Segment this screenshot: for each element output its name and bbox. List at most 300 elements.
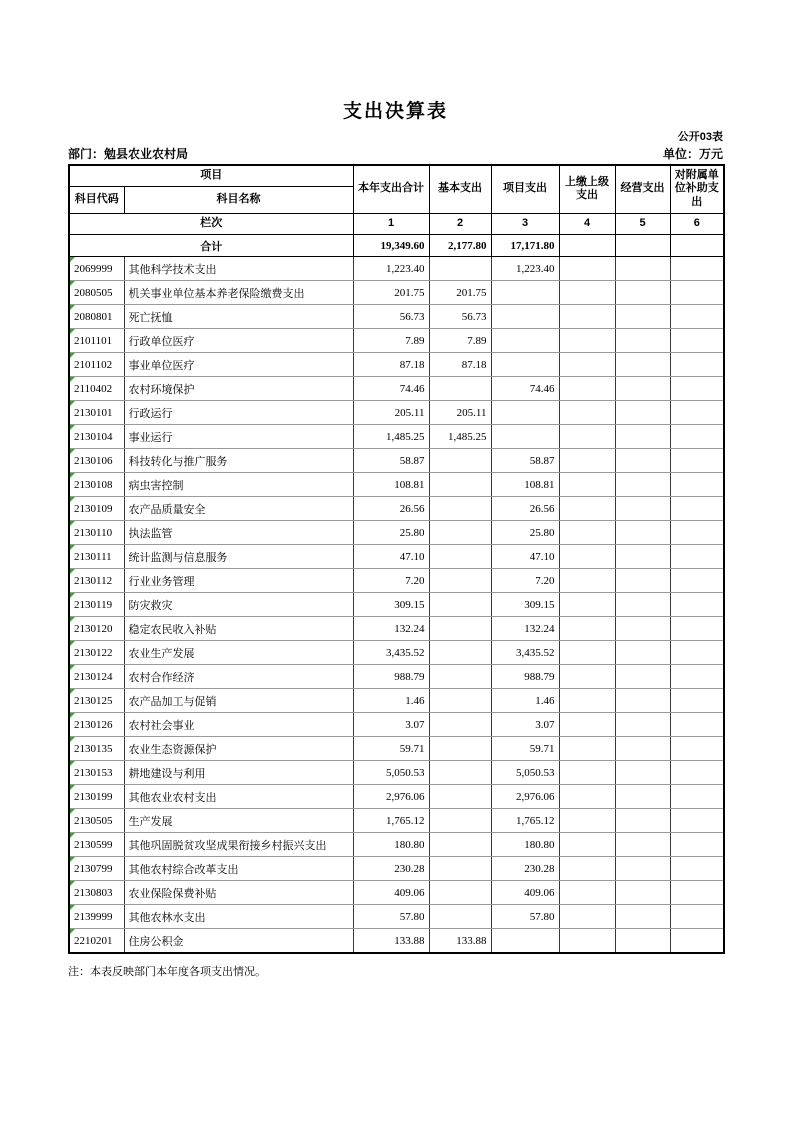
cell-project-expenditure: 57.80 [491, 905, 559, 929]
cell-subsidy-expenditure [670, 665, 724, 689]
cell-project-expenditure: 1,223.40 [491, 257, 559, 281]
cell-total-expenditure: 47.10 [353, 545, 429, 569]
sheet [68, 0, 723, 979]
cell-total-expenditure: 409.06 [353, 881, 429, 905]
header-basic-expenditure: 基本支出 [429, 165, 491, 214]
cell-subject-code: 2130599 [69, 833, 124, 857]
cell-subsidy-expenditure [670, 881, 724, 905]
cell-subject-name: 事业单位医疗 [124, 353, 353, 377]
column-number: 1 [353, 214, 429, 235]
cell-total-expenditure: 7.20 [353, 569, 429, 593]
cell-subject-code: 2130122 [69, 641, 124, 665]
cell-project-expenditure [491, 281, 559, 305]
cell-operating-expenditure [615, 401, 670, 425]
excel-text-marker-icon [70, 545, 75, 550]
cell-subsidy-expenditure [670, 761, 724, 785]
cell-subsidy-expenditure [670, 857, 724, 881]
cell-operating-expenditure [615, 905, 670, 929]
cell-total-expenditure: 58.87 [353, 449, 429, 473]
total-subsidy-value [670, 235, 724, 257]
cell-subject-code: 2130101 [69, 401, 124, 425]
cell-subject-name: 死亡抚恤 [124, 305, 353, 329]
cell-project-expenditure: 132.24 [491, 617, 559, 641]
excel-text-marker-icon [70, 449, 75, 454]
excel-text-marker-icon [70, 617, 75, 622]
cell-upper-level-expenditure [559, 401, 615, 425]
table-row [69, 857, 724, 881]
cell-operating-expenditure [615, 449, 670, 473]
cell-subject-code: 2110402 [69, 377, 124, 401]
cell-subject-code: 2080505 [69, 281, 124, 305]
cell-project-expenditure [491, 329, 559, 353]
cell-subject-name: 科技转化与推广服务 [124, 449, 353, 473]
cell-upper-level-expenditure [559, 737, 615, 761]
table-row [69, 905, 724, 929]
cell-subsidy-expenditure [670, 545, 724, 569]
cell-subsidy-expenditure [670, 425, 724, 449]
cell-basic-expenditure [429, 617, 491, 641]
cell-upper-level-expenditure [559, 329, 615, 353]
cell-basic-expenditure [429, 473, 491, 497]
cell-project-expenditure [491, 401, 559, 425]
cell-total-expenditure: 5,050.53 [353, 761, 429, 785]
cell-operating-expenditure [615, 929, 670, 954]
table-row [69, 881, 724, 905]
excel-text-marker-icon [70, 281, 75, 286]
column-index-label: 栏次 [69, 214, 353, 235]
excel-text-marker-icon [70, 521, 75, 526]
department-label: 部门：勉县农业农村局 [68, 147, 189, 162]
cell-operating-expenditure [615, 665, 670, 689]
table-row [69, 713, 724, 737]
excel-text-marker-icon [70, 737, 75, 742]
cell-subject-name: 农产品质量安全 [124, 497, 353, 521]
cell-subject-code: 2139999 [69, 905, 124, 929]
header-row-group [69, 165, 724, 187]
table-row [69, 569, 724, 593]
cell-operating-expenditure [615, 689, 670, 713]
cell-total-expenditure: 1,765.12 [353, 809, 429, 833]
table-row [69, 473, 724, 497]
total-operating-value [615, 235, 670, 257]
cell-upper-level-expenditure [559, 905, 615, 929]
cell-operating-expenditure [615, 737, 670, 761]
total-upper-level-value [559, 235, 615, 257]
cell-operating-expenditure [615, 761, 670, 785]
cell-subsidy-expenditure [670, 641, 724, 665]
cell-upper-level-expenditure [559, 305, 615, 329]
cell-basic-expenditure [429, 665, 491, 689]
header-item-group: 项目 [69, 165, 353, 187]
cell-upper-level-expenditure [559, 713, 615, 737]
excel-text-marker-icon [70, 665, 75, 670]
cell-upper-level-expenditure [559, 521, 615, 545]
cell-basic-expenditure [429, 713, 491, 737]
cell-subject-name: 其他农村综合改革支出 [124, 857, 353, 881]
cell-operating-expenditure [615, 473, 670, 497]
excel-text-marker-icon [70, 785, 75, 790]
cell-subject-name: 农业生态资源保护 [124, 737, 353, 761]
excel-text-marker-icon [70, 377, 75, 382]
cell-basic-expenditure [429, 377, 491, 401]
excel-text-marker-icon [70, 833, 75, 838]
cell-subject-code: 2130126 [69, 713, 124, 737]
cell-basic-expenditure: 87.18 [429, 353, 491, 377]
cell-total-expenditure: 132.24 [353, 617, 429, 641]
cell-total-expenditure: 309.15 [353, 593, 429, 617]
cell-subject-code: 2130124 [69, 665, 124, 689]
cell-subject-name: 农村社会事业 [124, 713, 353, 737]
cell-subject-code: 2101102 [69, 353, 124, 377]
cell-operating-expenditure [615, 785, 670, 809]
excel-text-marker-icon [70, 593, 75, 598]
total-basic-value: 2,177.80 [429, 235, 491, 257]
table-row [69, 305, 724, 329]
cell-operating-expenditure [615, 857, 670, 881]
cell-operating-expenditure [615, 377, 670, 401]
cell-operating-expenditure [615, 257, 670, 281]
cell-project-expenditure: 26.56 [491, 497, 559, 521]
cell-total-expenditure: 230.28 [353, 857, 429, 881]
cell-project-expenditure: 74.46 [491, 377, 559, 401]
cell-upper-level-expenditure [559, 617, 615, 641]
cell-operating-expenditure [615, 281, 670, 305]
cell-basic-expenditure [429, 257, 491, 281]
cell-subsidy-expenditure [670, 257, 724, 281]
cell-subject-name: 其他科学技术支出 [124, 257, 353, 281]
cell-subsidy-expenditure [670, 353, 724, 377]
cell-subject-name: 事业运行 [124, 425, 353, 449]
cell-subject-name: 其他巩固脱贫攻坚成果衔接乡村振兴支出 [124, 833, 353, 857]
cell-subject-name: 其他农业农村支出 [124, 785, 353, 809]
cell-upper-level-expenditure [559, 929, 615, 954]
excel-text-marker-icon [70, 689, 75, 694]
cell-project-expenditure [491, 929, 559, 954]
cell-project-expenditure: 2,976.06 [491, 785, 559, 809]
cell-subsidy-expenditure [670, 569, 724, 593]
cell-upper-level-expenditure [559, 497, 615, 521]
column-index-row [69, 214, 724, 235]
column-number: 6 [670, 214, 724, 235]
cell-subject-code: 2130119 [69, 593, 124, 617]
cell-subject-name: 耕地建设与利用 [124, 761, 353, 785]
table-row [69, 497, 724, 521]
excel-text-marker-icon [70, 353, 75, 358]
cell-subject-code: 2130112 [69, 569, 124, 593]
cell-upper-level-expenditure [559, 569, 615, 593]
table-row [69, 689, 724, 713]
cell-subsidy-expenditure [670, 377, 724, 401]
cell-operating-expenditure [615, 425, 670, 449]
cell-basic-expenditure [429, 737, 491, 761]
cell-total-expenditure: 3.07 [353, 713, 429, 737]
cell-total-expenditure: 1,223.40 [353, 257, 429, 281]
table-row [69, 449, 724, 473]
cell-subsidy-expenditure [670, 593, 724, 617]
cell-subsidy-expenditure [670, 785, 724, 809]
cell-operating-expenditure [615, 833, 670, 857]
cell-total-expenditure: 205.11 [353, 401, 429, 425]
cell-subject-name: 生产发展 [124, 809, 353, 833]
cell-total-expenditure: 26.56 [353, 497, 429, 521]
excel-text-marker-icon [70, 329, 75, 334]
header-project-expenditure: 项目支出 [491, 165, 559, 214]
cell-project-expenditure [491, 353, 559, 377]
cell-basic-expenditure [429, 905, 491, 929]
cell-basic-expenditure [429, 497, 491, 521]
cell-subject-code: 2130120 [69, 617, 124, 641]
excel-text-marker-icon [70, 809, 75, 814]
cell-operating-expenditure [615, 569, 670, 593]
cell-basic-expenditure: 201.75 [429, 281, 491, 305]
cell-subsidy-expenditure [670, 833, 724, 857]
excel-text-marker-icon [70, 641, 75, 646]
table-row [69, 785, 724, 809]
cell-operating-expenditure [615, 641, 670, 665]
excel-text-marker-icon [70, 473, 75, 478]
cell-subsidy-expenditure [670, 929, 724, 954]
cell-subject-name: 农村合作经济 [124, 665, 353, 689]
cell-subsidy-expenditure [670, 737, 724, 761]
total-row-label: 合计 [69, 235, 353, 257]
header-subject-name: 科目名称 [124, 187, 353, 214]
cell-basic-expenditure: 205.11 [429, 401, 491, 425]
cell-project-expenditure: 409.06 [491, 881, 559, 905]
cell-upper-level-expenditure [559, 761, 615, 785]
cell-subsidy-expenditure [670, 713, 724, 737]
excel-text-marker-icon [70, 713, 75, 718]
cell-subject-name: 行政运行 [124, 401, 353, 425]
excel-text-marker-icon [70, 881, 75, 886]
cell-subject-name: 统计监测与信息服务 [124, 545, 353, 569]
cell-basic-expenditure: 56.73 [429, 305, 491, 329]
cell-subject-code: 2130125 [69, 689, 124, 713]
table-row [69, 929, 724, 954]
cell-subsidy-expenditure [670, 473, 724, 497]
cell-operating-expenditure [615, 497, 670, 521]
cell-project-expenditure: 180.80 [491, 833, 559, 857]
cell-basic-expenditure [429, 545, 491, 569]
cell-project-expenditure: 25.80 [491, 521, 559, 545]
cell-subject-name: 农业生产发展 [124, 641, 353, 665]
excel-text-marker-icon [70, 497, 75, 502]
cell-total-expenditure: 108.81 [353, 473, 429, 497]
cell-project-expenditure: 1,765.12 [491, 809, 559, 833]
table-row [69, 353, 724, 377]
excel-text-marker-icon [70, 257, 75, 262]
cell-subject-name: 行业业务管理 [124, 569, 353, 593]
cell-total-expenditure: 1,485.25 [353, 425, 429, 449]
cell-upper-level-expenditure [559, 473, 615, 497]
cell-basic-expenditure [429, 785, 491, 809]
cell-total-expenditure: 56.73 [353, 305, 429, 329]
cell-project-expenditure: 230.28 [491, 857, 559, 881]
expenditure-table [68, 164, 725, 955]
cell-project-expenditure: 988.79 [491, 665, 559, 689]
cell-total-expenditure: 3,435.52 [353, 641, 429, 665]
cell-upper-level-expenditure [559, 281, 615, 305]
header-subsidy-expenditure: 对附属单位补助支出 [670, 165, 724, 214]
table-row [69, 833, 724, 857]
cell-project-expenditure: 58.87 [491, 449, 559, 473]
excel-text-marker-icon [70, 401, 75, 406]
cell-subject-code: 2130109 [69, 497, 124, 521]
cell-upper-level-expenditure [559, 425, 615, 449]
cell-basic-expenditure: 1,485.25 [429, 425, 491, 449]
cell-upper-level-expenditure [559, 881, 615, 905]
table-row [69, 737, 724, 761]
cell-project-expenditure: 47.10 [491, 545, 559, 569]
cell-subsidy-expenditure [670, 281, 724, 305]
column-number: 5 [615, 214, 670, 235]
cell-subject-code: 2130505 [69, 809, 124, 833]
cell-project-expenditure: 108.81 [491, 473, 559, 497]
cell-upper-level-expenditure [559, 785, 615, 809]
cell-project-expenditure: 309.15 [491, 593, 559, 617]
cell-basic-expenditure [429, 881, 491, 905]
cell-subject-name: 稳定农民收入补贴 [124, 617, 353, 641]
cell-total-expenditure: 87.18 [353, 353, 429, 377]
cell-project-expenditure: 59.71 [491, 737, 559, 761]
cell-basic-expenditure [429, 569, 491, 593]
cell-subject-code: 2130803 [69, 881, 124, 905]
cell-subject-name: 住房公积金 [124, 929, 353, 954]
cell-subsidy-expenditure [670, 329, 724, 353]
cell-operating-expenditure [615, 521, 670, 545]
table-row [69, 617, 724, 641]
cell-project-expenditure: 7.20 [491, 569, 559, 593]
cell-basic-expenditure [429, 761, 491, 785]
excel-text-marker-icon [70, 857, 75, 862]
unit-label: 单位：万元 [662, 147, 723, 162]
cell-subject-name: 其他农林水支出 [124, 905, 353, 929]
cell-operating-expenditure [615, 593, 670, 617]
page-title: 支出决算表 [342, 101, 448, 122]
cell-subject-name: 机关事业单位基本养老保险缴费支出 [124, 281, 353, 305]
cell-subsidy-expenditure [670, 689, 724, 713]
table-row [69, 545, 724, 569]
cell-operating-expenditure [615, 881, 670, 905]
cell-subsidy-expenditure [670, 617, 724, 641]
cell-total-expenditure: 988.79 [353, 665, 429, 689]
cell-subsidy-expenditure [670, 905, 724, 929]
cell-upper-level-expenditure [559, 593, 615, 617]
cell-total-expenditure: 74.46 [353, 377, 429, 401]
form-code-label: 公开03表 [677, 131, 723, 143]
cell-project-expenditure: 3.07 [491, 713, 559, 737]
cell-subject-name: 病虫害控制 [124, 473, 353, 497]
cell-operating-expenditure [615, 545, 670, 569]
cell-basic-expenditure [429, 833, 491, 857]
table-row [69, 665, 724, 689]
header-total-expenditure: 本年支出合计 [353, 165, 429, 214]
excel-text-marker-icon [70, 425, 75, 430]
cell-basic-expenditure [429, 857, 491, 881]
cell-upper-level-expenditure [559, 449, 615, 473]
cell-upper-level-expenditure [559, 857, 615, 881]
cell-subject-code: 2101101 [69, 329, 124, 353]
cell-upper-level-expenditure [559, 257, 615, 281]
cell-subject-code: 2130135 [69, 737, 124, 761]
cell-subject-code: 2130199 [69, 785, 124, 809]
cell-project-expenditure: 1.46 [491, 689, 559, 713]
cell-subject-code: 2130108 [69, 473, 124, 497]
excel-text-marker-icon [70, 929, 75, 934]
table-row [69, 257, 724, 281]
table-row [69, 401, 724, 425]
cell-subsidy-expenditure [670, 305, 724, 329]
cell-total-expenditure: 57.80 [353, 905, 429, 929]
table-row [69, 641, 724, 665]
cell-project-expenditure: 3,435.52 [491, 641, 559, 665]
cell-upper-level-expenditure [559, 545, 615, 569]
column-number: 4 [559, 214, 615, 235]
cell-total-expenditure: 7.89 [353, 329, 429, 353]
meta-row [68, 147, 723, 161]
cell-basic-expenditure [429, 593, 491, 617]
cell-subject-code: 2130106 [69, 449, 124, 473]
cell-subject-name: 行政单位医疗 [124, 329, 353, 353]
cell-subsidy-expenditure [670, 449, 724, 473]
table-row [69, 521, 724, 545]
column-number: 2 [429, 214, 491, 235]
table-body [69, 235, 724, 954]
excel-text-marker-icon [70, 569, 75, 574]
cell-subject-code: 2130799 [69, 857, 124, 881]
cell-upper-level-expenditure [559, 641, 615, 665]
cell-operating-expenditure [615, 713, 670, 737]
cell-subject-code: 2130104 [69, 425, 124, 449]
table-row [69, 593, 724, 617]
cell-total-expenditure: 133.88 [353, 929, 429, 954]
excel-text-marker-icon [70, 761, 75, 766]
total-expenditure-value: 19,349.60 [353, 235, 429, 257]
cell-upper-level-expenditure [559, 665, 615, 689]
cell-subsidy-expenditure [670, 401, 724, 425]
cell-subject-name: 农业保险保费补贴 [124, 881, 353, 905]
cell-operating-expenditure [615, 329, 670, 353]
cell-basic-expenditure [429, 521, 491, 545]
cell-operating-expenditure [615, 809, 670, 833]
total-project-value: 17,171.80 [491, 235, 559, 257]
cell-project-expenditure [491, 305, 559, 329]
table-row [69, 281, 724, 305]
cell-upper-level-expenditure [559, 377, 615, 401]
cell-project-expenditure [491, 425, 559, 449]
cell-total-expenditure: 59.71 [353, 737, 429, 761]
cell-total-expenditure: 25.80 [353, 521, 429, 545]
cell-subject-code: 2130110 [69, 521, 124, 545]
cell-basic-expenditure: 133.88 [429, 929, 491, 954]
cell-subject-code: 2080801 [69, 305, 124, 329]
cell-operating-expenditure [615, 617, 670, 641]
cell-basic-expenditure [429, 641, 491, 665]
cell-total-expenditure: 201.75 [353, 281, 429, 305]
cell-subject-name: 防灾救灾 [124, 593, 353, 617]
cell-upper-level-expenditure [559, 353, 615, 377]
cell-project-expenditure: 5,050.53 [491, 761, 559, 785]
cell-subject-name: 农村环境保护 [124, 377, 353, 401]
cell-subject-code: 2069999 [69, 257, 124, 281]
cell-operating-expenditure [615, 353, 670, 377]
cell-basic-expenditure [429, 689, 491, 713]
cell-total-expenditure: 2,976.06 [353, 785, 429, 809]
cell-total-expenditure: 180.80 [353, 833, 429, 857]
cell-total-expenditure: 1.46 [353, 689, 429, 713]
excel-text-marker-icon [70, 905, 75, 910]
table-row [69, 329, 724, 353]
cell-subject-code: 2130111 [69, 545, 124, 569]
